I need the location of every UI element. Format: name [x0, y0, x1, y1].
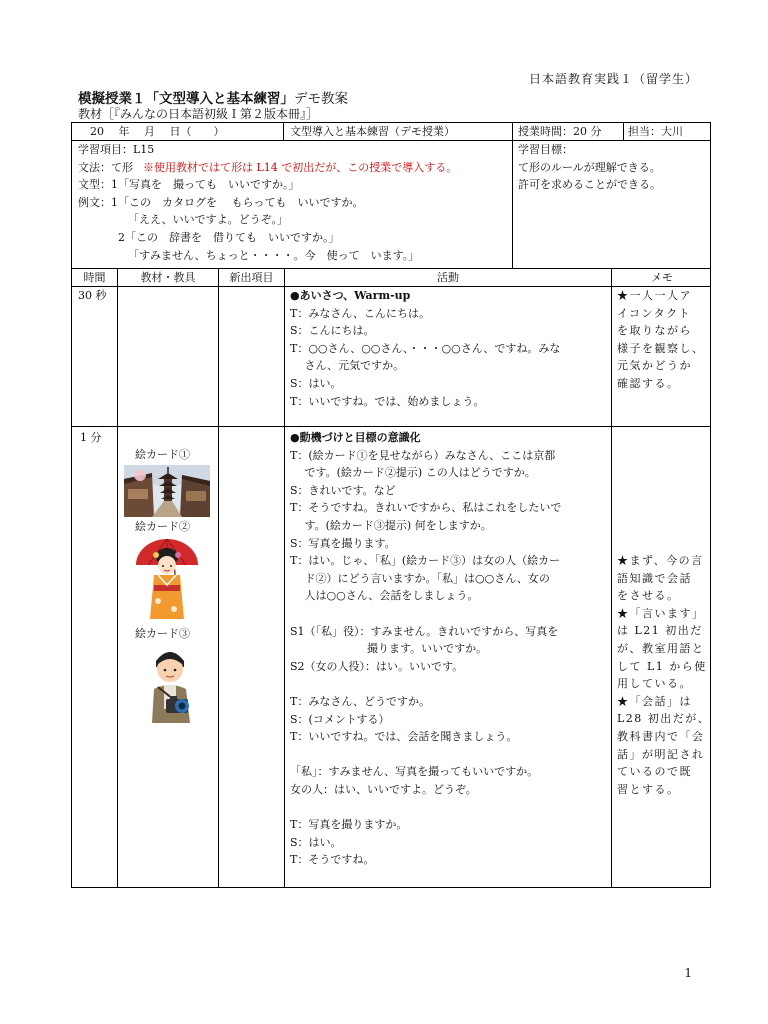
- rule: [117, 268, 118, 888]
- picture-card-label: 絵カード③: [135, 627, 190, 640]
- memo-line: L28 初出だが、: [617, 712, 711, 726]
- rule: [611, 268, 612, 888]
- duration-cell: 授業時間：20 分: [518, 125, 602, 138]
- dialogue-line: 撮ります。いいですか。: [290, 642, 488, 656]
- dialogue-line: S：写真を撮ります。: [290, 536, 396, 550]
- dialogue-line: [290, 605, 561, 623]
- dialogue-line: S2（女の人役）：はい。いいです。: [290, 659, 464, 673]
- column-header-memo: メモ: [651, 271, 673, 284]
- learning-item: 学習項目：L15: [78, 143, 155, 156]
- lesson-info: [78, 141, 457, 264]
- dialogue-line: ド②）にどう言いますか。「私」は○○さん、女の: [290, 571, 550, 585]
- dialogue-line: T：いいですね。では、始めましょう。: [290, 394, 485, 408]
- memo-line: 元気かどうか: [617, 359, 692, 373]
- dialogue-line: 女の人：はい、いいですよ。どうぞ。: [290, 782, 477, 796]
- activity-heading: ●あいさつ、Warm-up: [290, 289, 411, 302]
- column-header-new-items: 新出項目: [229, 271, 274, 284]
- example-line: 例文：1「この カタログを もらっても いいですか。: [78, 195, 364, 209]
- dialogue-line: [290, 675, 561, 693]
- memo-line: イコンタクト: [617, 306, 692, 320]
- dialogue-line: T：みなさん、こんにちは。: [290, 306, 430, 320]
- rule: [72, 426, 710, 427]
- goals-heading: 学習目標：: [518, 143, 573, 156]
- memo-line: 用している。: [617, 677, 692, 691]
- memo-line: ★まず、今の言: [617, 554, 704, 567]
- column-header-time: 時間: [83, 271, 106, 284]
- memo-line: ★「会話」は: [617, 694, 692, 708]
- goal-item: て形のルールが理解できる。: [518, 160, 661, 174]
- memo-line: ているので既: [617, 765, 692, 779]
- dialogue-line: T：写真を撮りますか。: [290, 818, 408, 832]
- dialogue-line: T：そうですね。きれいですから、私はこれをしたいで: [290, 501, 562, 515]
- memo-block: [617, 552, 710, 798]
- title-sub: デモ教案: [294, 91, 348, 107]
- picture-card-label: 絵カード①: [135, 448, 190, 461]
- kyoto-street-picture: [124, 465, 210, 517]
- dialogue-line: さん、元気ですか。: [290, 359, 405, 373]
- document-title: [78, 87, 348, 107]
- rule: [218, 268, 219, 888]
- lesson-type-cell: 文型導入と基本練習（デモ授業）: [290, 125, 455, 138]
- row-time: 30 秒: [78, 289, 107, 302]
- dialogue-line: T：そうですね。: [290, 853, 375, 867]
- dialogue-line: S：きれいです。など: [290, 483, 396, 497]
- dialogue-line: S1（「私」役）：すみません。きれいですから、写真を: [290, 624, 559, 638]
- man-with-camera-picture: [144, 645, 198, 723]
- column-header-materials: 教材・教具: [140, 271, 196, 284]
- dialogue-line: T：(絵カード①を見せながら）みなさん、ここは京都: [290, 448, 556, 462]
- dialogue-line: T：○○さん、○○さん、・・・○○さん、ですね。みな: [290, 341, 561, 355]
- dialogue-line: です。(絵カード②提示) この人はどうですか。: [290, 466, 536, 480]
- memo-line: をさせる。: [617, 589, 680, 603]
- memo-line: 習とする。: [617, 782, 680, 796]
- textbook-line: 教材［『みんなの日本語初級Ｉ第２版本冊』］: [78, 107, 319, 121]
- dialogue-line: す。(絵カード③提示) 何をしますか。: [290, 518, 492, 532]
- date-cell: 20 年 月 日（ ）: [90, 125, 225, 138]
- grammar-note: ※使用教材ではて形は L14 で初出だが、この授業で導入する。: [143, 160, 458, 174]
- memo-line: 確認する。: [617, 376, 680, 390]
- rule: [284, 268, 285, 888]
- memo-line: して L1 から使: [617, 659, 707, 673]
- row-time: 1 分: [80, 431, 102, 444]
- memo-line: は L21 初出だ: [617, 624, 703, 638]
- dialogue-line: S：はい。: [290, 835, 342, 849]
- teacher-cell: 担当：大川: [628, 125, 683, 138]
- example-line: 「すみません、ちょっと・・・・。今 使って います。」: [128, 248, 420, 262]
- memo-line: 様子を観察し、: [617, 341, 705, 355]
- column-header-activity: 活動: [437, 271, 459, 284]
- activity-heading: ●動機づけと目標の意識化: [290, 431, 421, 444]
- kimono-woman-picture: [134, 535, 200, 619]
- rule: [512, 123, 513, 268]
- example-line: 2「この 辞書を 借りても いいですか。」: [118, 230, 340, 244]
- title-main: 模擬授業１「文型導入と基本練習」: [78, 91, 294, 107]
- memo-line: を取りながら: [617, 324, 692, 338]
- memo-line: 教科書内で「会: [617, 729, 705, 743]
- grammar-label: 文法：て形: [78, 160, 133, 174]
- memo-line: 話」が明記され: [617, 747, 705, 761]
- course-label: 日本語教育実践１（留学生）: [528, 72, 698, 86]
- dialogue-line: T：みなさん、どうですか。: [290, 694, 430, 708]
- rule: [283, 123, 284, 140]
- memo-line: ★一人一人ア: [617, 289, 692, 302]
- example-line: 「ええ、いいですよ。どうぞ。」: [128, 213, 288, 227]
- page-number: 1: [684, 966, 692, 980]
- goal-item: 許可を求めることができる。: [518, 178, 661, 192]
- dialogue-line: S：こんにちは。: [290, 324, 375, 338]
- memo-block: [617, 287, 705, 393]
- picture-card-label: 絵カード②: [135, 520, 190, 533]
- memo-line: が、教室用語と: [617, 641, 705, 655]
- dialogue-line: S：(コメントする）: [290, 712, 390, 726]
- activity-block: [290, 287, 560, 410]
- dialogue-line: T：はい。じゃ、「私」(絵カード③）は女の人（絵カー: [290, 554, 561, 568]
- dialogue-line: S：はい。: [290, 376, 342, 390]
- dialogue-line: [290, 746, 561, 764]
- dialogue-line: 人は○○さん、会話をしましょう。: [290, 589, 479, 603]
- lesson-plan-table: [71, 122, 711, 888]
- grammar-line: [78, 159, 457, 177]
- pattern-line: 文型：1「写真を 撮っても いいですか。」: [78, 178, 300, 192]
- dialogue-line: T：いいですね。では、会話を聞きましょう。: [290, 730, 518, 744]
- dialogue-line: 「私」：すみません、写真を撮ってもいいですか。: [290, 765, 539, 779]
- memo-line: 語知識で会話: [617, 571, 692, 585]
- dialogue-line: [290, 798, 561, 816]
- activity-block: [290, 429, 561, 869]
- memo-line: ★「言います」: [617, 606, 705, 620]
- learning-goals: [518, 141, 661, 194]
- rule: [623, 123, 624, 140]
